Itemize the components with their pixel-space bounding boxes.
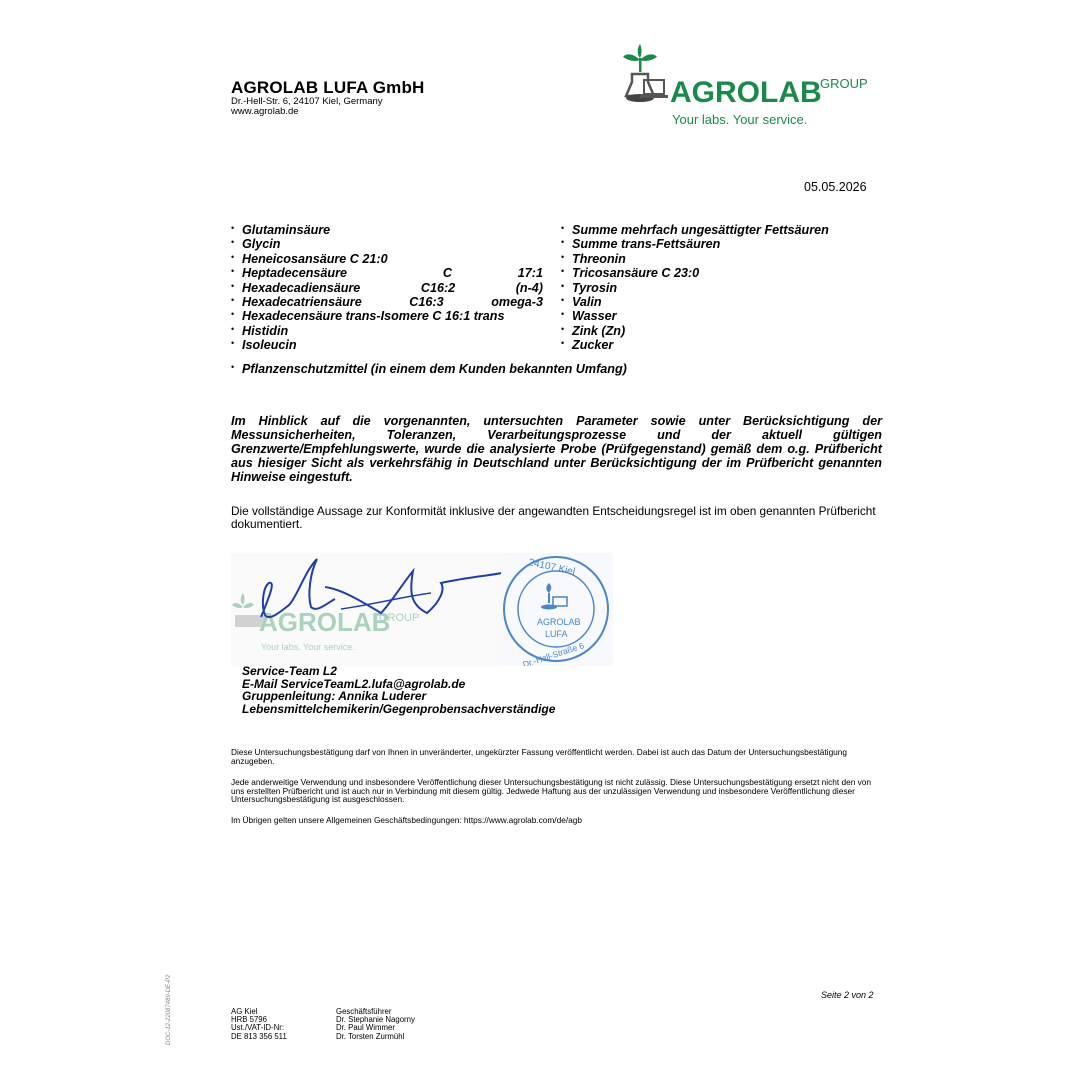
list-item: • Tricosansäure C 23:0: [561, 266, 871, 280]
list-item: [231, 295, 543, 309]
param-variant: 17:1: [517, 266, 543, 281]
page-number: Seite 2 von 2: [821, 990, 874, 1000]
list-item: • Pflanzenschutzmittel (in einem dem Kunden bekannten Umfang): [231, 362, 627, 376]
parameter-extra: [231, 362, 627, 376]
logo-tagline: Your labs. Your service.: [672, 112, 808, 127]
company-address-block: [231, 97, 383, 117]
parameter-list-left: [231, 223, 543, 353]
stamp-line1: AGROLAB: [537, 617, 581, 627]
footer-line: Dr. Stephanie Nagorny: [336, 1015, 415, 1025]
footer-line: HRB 5796: [231, 1015, 267, 1025]
list-item: • Glycin: [231, 237, 543, 251]
disclaimer-2: Jede anderweitige Verwendung und insbesondere Veröffentlichung dieser Untersuchungsbestätigung ist nicht zulässig. Diese Untersuchungsbestätigung ersetzt nicht den von uns erstellten Prüfbericht und ist auch nur in Verbindung mit diesem gültig. Jedwede Haftung aus der unzulässigen Verwendung und insbesondere Veröffentlichung dieser Untersuchungsbestätigung ist ausgeschlossen.: [231, 777, 872, 805]
svg-text:Your labs. Your service.: Your labs. Your service.: [261, 642, 355, 652]
param-code: C16:2: [420, 280, 456, 295]
logo-brand-text: AGROLAB: [670, 76, 822, 109]
list-item: • Zink (Zn): [561, 324, 871, 338]
contact-team: Service-Team L2: [242, 664, 337, 678]
document-id: DOC-12-22087489-DE-P2: [166, 974, 172, 1045]
list-item: • Summe mehrfach ungesättigter Fettsäuren: [561, 223, 871, 237]
list-item: [231, 266, 543, 280]
footer-management: [336, 1008, 415, 1041]
agrolab-logo-icon: [620, 40, 890, 130]
param-code: C: [442, 266, 452, 281]
list-item: • Valin: [561, 295, 871, 309]
list-item: • Tyrosin: [561, 281, 871, 295]
param-variant: omega-3: [491, 294, 543, 309]
stamp-top-text: 24107 Kiel: [527, 557, 576, 578]
company-address: Dr.-Hell-Str. 6, 24107 Kiel, Germany: [231, 96, 383, 107]
disclaimer-1: Diese Untersuchungsbestätigung darf von Ihnen in unveränderter, ungekürzter Fassung veröffentlicht werden. Dabei ist auch das Datum der Untersuchungsbestätigung anzugeben.: [231, 747, 848, 766]
list-item: [231, 281, 543, 295]
logo-group-text: GROUP: [820, 76, 868, 91]
contact-email: E-Mail ServiceTeamL2.lufa@agrolab.de: [242, 676, 466, 691]
param-code: C16:3: [409, 294, 444, 309]
verdict-paragraph: Im Hinblick auf die vorgenannten, untersuchten Parameter sowie unter Berücksichtigung der Messunsicherheiten, Toleranzen, Verarbeitungsprozesse und der aktuell gültigen Grenzwerte/Empfehlungswerte, wurde die analysierte Probe (Prüfgegenstand) gemäß dem o.g. Prüfbericht aus hiesiger Sicht als verkehrsfähig in Deutschland unter Berücksichtigung der im Prüfbericht genannten Hinweise eingestuft.: [231, 414, 882, 484]
svg-text:GROUP: GROUP: [379, 612, 420, 624]
footer-registry: [231, 1008, 287, 1041]
conformity-paragraph: Die vollständige Aussage zur Konformität inklusive der angewandten Entscheidungsregel ist im oben genannten Prüfbericht dokumentiert.: [231, 504, 876, 531]
footer-line: DE 813 356 511: [231, 1031, 287, 1041]
param-name: • Hexadecatriensäure: [242, 294, 362, 309]
param-variant: (n-4): [515, 280, 543, 295]
svg-text:AGROLAB: AGROLAB: [259, 607, 391, 637]
list-item: • Summe trans-Fettsäuren: [561, 237, 871, 251]
list-item: • Glutaminsäure: [231, 223, 543, 237]
list-item: • Hexadecensäure trans-Isomere C 16:1 trans: [231, 309, 543, 323]
footer-line: Dr. Paul Wimmer: [336, 1023, 395, 1033]
list-item: • Heneicosansäure C 21:0: [231, 252, 543, 266]
list-item: • Histidin: [231, 324, 543, 338]
company-website: www.agrolab.de: [231, 106, 299, 117]
list-item: • Isoleucin: [231, 338, 543, 352]
footer-line: AG Kiel: [231, 1007, 258, 1016]
company-name: AGROLAB LUFA GmbH: [231, 78, 425, 97]
signature-image: [231, 553, 621, 666]
disclaimer-3: Im Übrigen gelten unsere Allgemeinen Geschäftsbedingungen: https://www.agrolab.com/de/agb: [231, 815, 582, 825]
footer-line: Dr. Torsten Zurmühl: [336, 1031, 405, 1041]
param-name: • Hexadecadiensäure: [242, 280, 361, 295]
parameter-list-right: [561, 223, 871, 353]
list-item: • Zucker: [561, 338, 871, 352]
stamp-line2: LUFA: [545, 629, 568, 639]
document-date: 05.05.2026: [804, 180, 867, 194]
footer-line: Ust./VAT-ID-Nr:: [231, 1023, 284, 1033]
contact-block: [242, 665, 555, 715]
list-item: • Threonin: [561, 252, 871, 266]
signature-stamp-area: [231, 553, 621, 666]
footer-line: Geschäftsführer: [336, 1007, 392, 1016]
agrolab-logo: [620, 40, 890, 130]
param-name: • Heptadecensäure: [242, 266, 347, 281]
contact-role: Lebensmittelchemikerin/Gegenprobensachverständige: [242, 701, 556, 716]
list-item: • Wasser: [561, 309, 871, 323]
stamp-bottom-text: Dr.-Hell-Straße 6: [521, 640, 586, 666]
contact-lead: Gruppenleitung: Annika Luderer: [242, 689, 427, 704]
